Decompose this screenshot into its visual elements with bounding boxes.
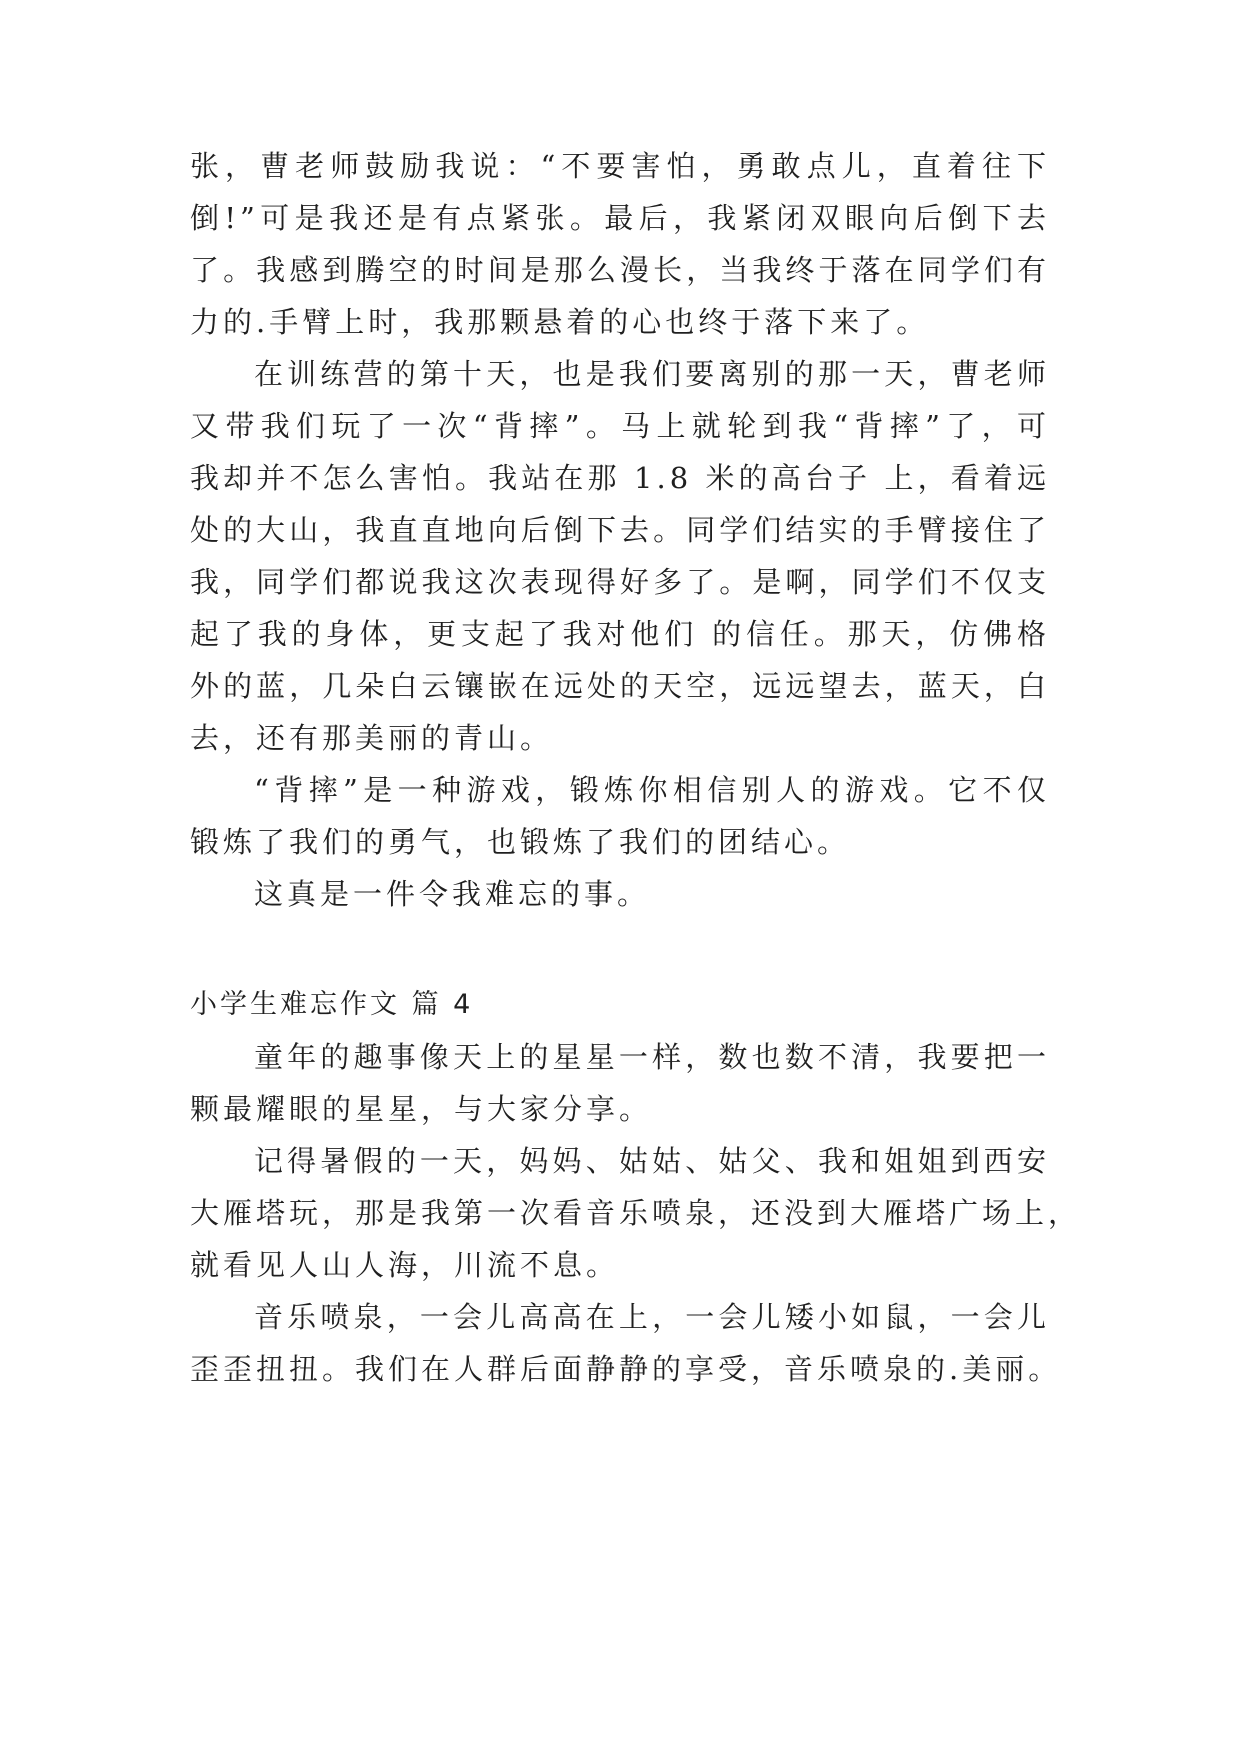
paragraph-line: 起了我的身体，更支起了我对他们 的信任。那天，仿佛格 — [190, 617, 1050, 651]
paragraph-line: 我却并不怎么害怕。我站在那 1.8 米的高台子 上，看着远 — [190, 461, 1050, 495]
paragraph-line: 这真是一件令我难忘的事。 — [254, 877, 651, 911]
paragraph-line: 力的.手臂上时，我那颗悬着的心也终于落下来了。 — [190, 305, 930, 339]
paragraph-line: 童年的趣事像天上的星星一样，数也数不清，我要把一 — [254, 1040, 1050, 1074]
paragraph-line: 就看见人山人海，川流不息。 — [190, 1248, 620, 1282]
paragraph-line: 大雁塔玩，那是我第一次看音乐喷泉，还没到大雁塔广场上， — [190, 1196, 1082, 1230]
paragraph-line: 锻炼了我们的勇气，也锻炼了我们的团结心。 — [190, 825, 851, 859]
paragraph-line: 处的大山，我直直地向后倒下去。同学们结实的手臂接住了 — [190, 513, 1050, 547]
paragraph-line: 倒!”可是我还是有点紧张。最后，我紧闭双眼向后倒下去 — [190, 201, 1050, 235]
paragraph-line: 去，还有那美丽的青山。 — [190, 721, 554, 755]
paragraph-line: 记得暑假的一天，妈妈、姑姑、姑父、我和姐姐到西安 — [254, 1144, 1050, 1178]
paragraph-line: 外的蓝，几朵白云镶嵌在远处的天空，远远望去，蓝天，白 — [190, 669, 1050, 703]
paragraph-line: 又带我们玩了一次“背摔”。马上就轮到我“背摔”了，可 — [190, 409, 1050, 443]
paragraph-line: 张，曹老师鼓励我说：“不要害怕，勇敢点儿，直着往下 — [190, 149, 1050, 183]
paragraph-line: 音乐喷泉，一会儿高高在上，一会儿矮小如鼠，一会儿 — [254, 1300, 1050, 1334]
section-heading: 小学生难忘作文 篇 4 — [190, 989, 474, 1020]
paragraph-line: 我，同学们都说我这次表现得好多了。是啊，同学们不仅支 — [190, 565, 1050, 599]
paragraph-line: “背摔”是一种游戏，锻炼你相信别人的游戏。它不仅 — [254, 773, 1050, 807]
paragraph-line: 了。我感到腾空的时间是那么漫长，当我终于落在同学们有 — [190, 253, 1050, 287]
paragraph-line: 颗最耀眼的星星，与大家分享。 — [190, 1092, 653, 1126]
paragraph-line: 歪歪扭扭。我们在人群后面静静的享受，音乐喷泉的.美丽。 — [190, 1352, 1062, 1386]
paragraph-line: 在训练营的第十天，也是我们要离别的那一天，曹老师 — [254, 357, 1050, 391]
